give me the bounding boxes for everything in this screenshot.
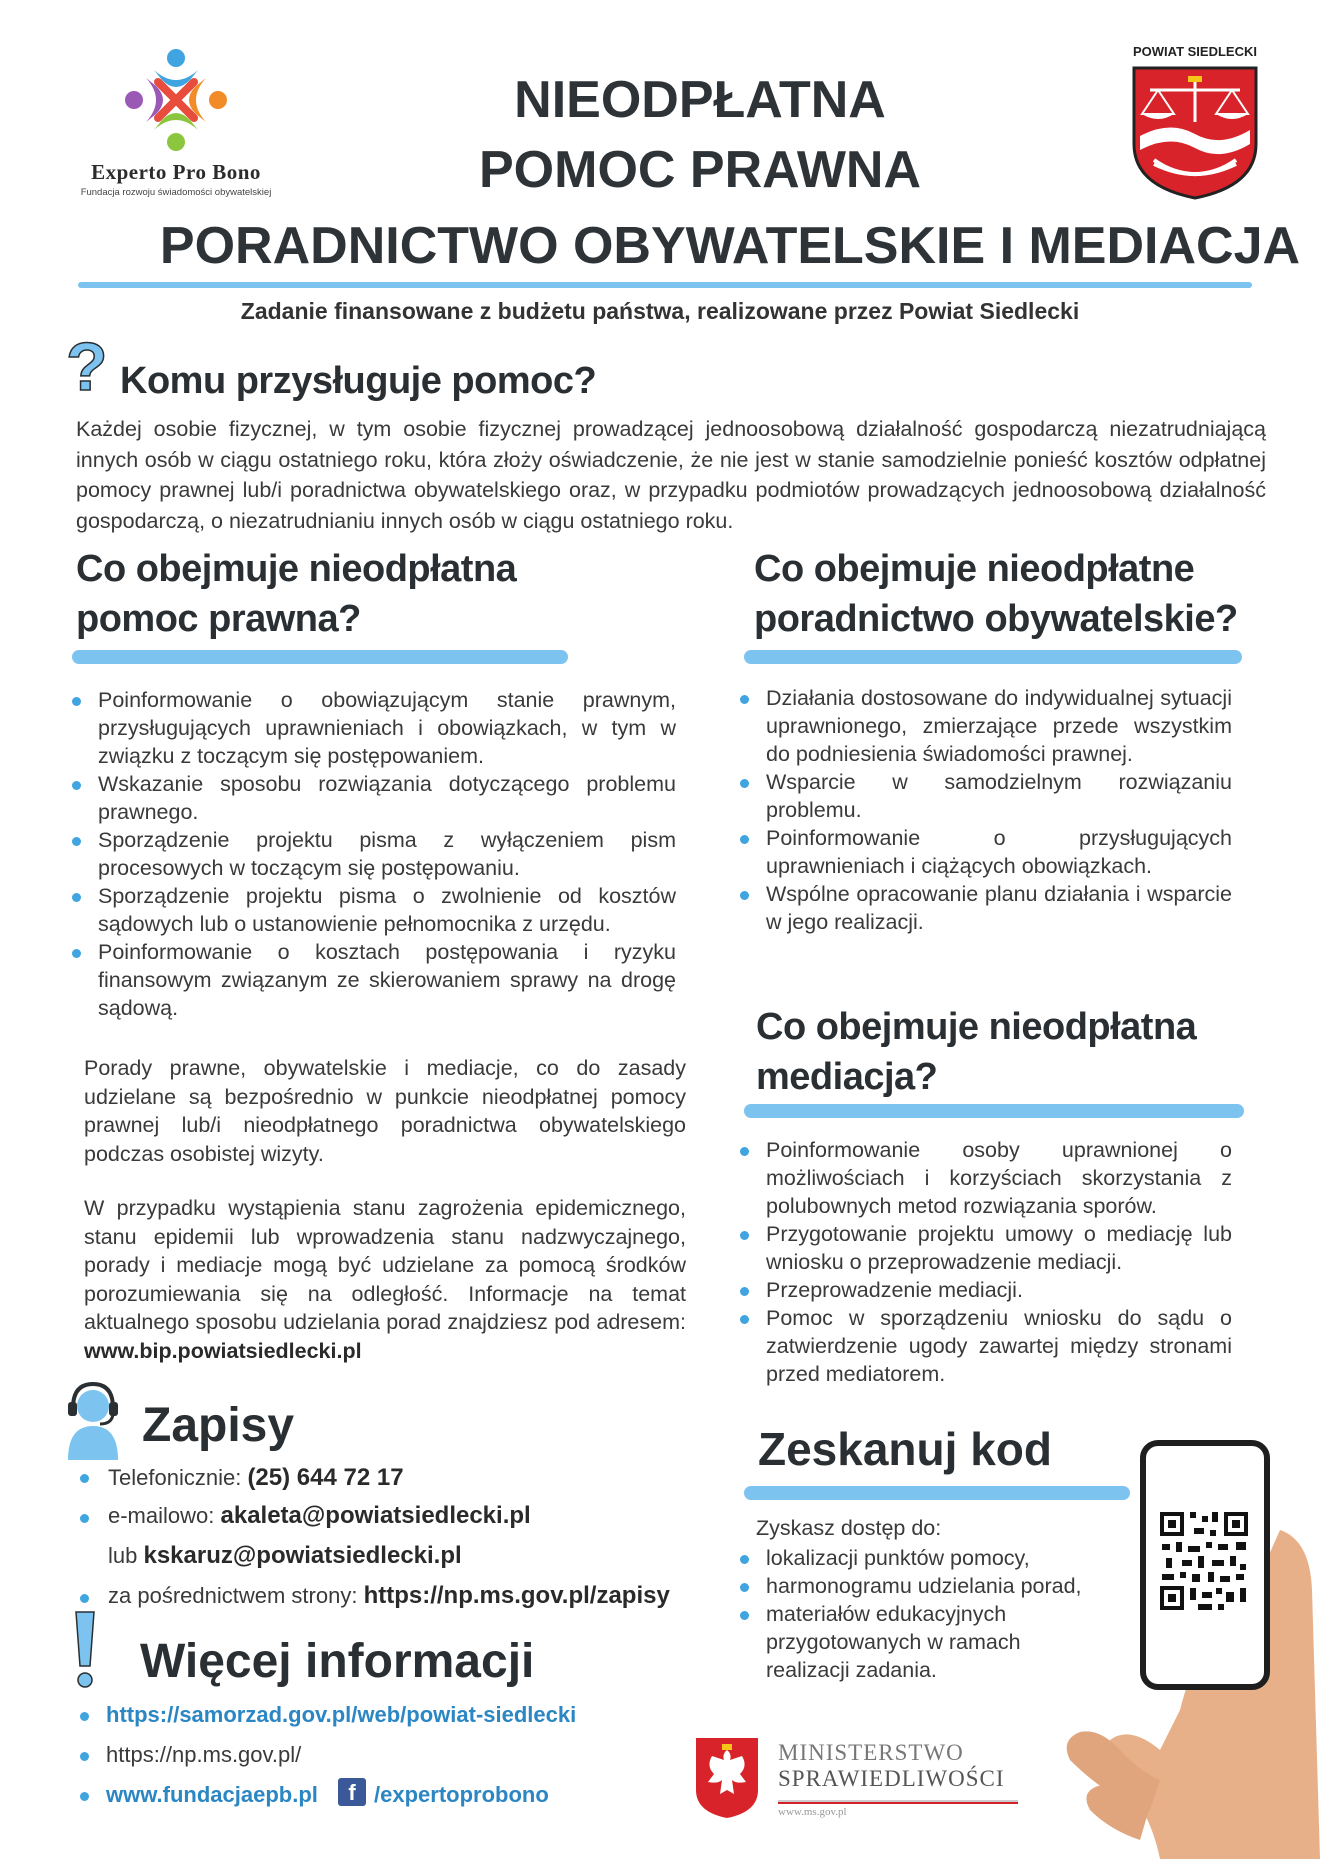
list-item: Sporządzenie projektu pisma z wyłączeniem pism procesowych w toczącym się postępowaniu. (72, 826, 676, 882)
scan-bar (744, 1486, 1130, 1500)
bullet (80, 1474, 89, 1483)
org-name: Experto Pro Bono (91, 160, 261, 184)
signup-heading: Zapisy (142, 1399, 295, 1452)
phone-row: Telefonicznie: (25) 644 72 17 (108, 1464, 404, 1491)
funding-note: Zadanie finansowane z budżetu państwa, realizowane przez Powiat Siedlecki (240, 298, 1080, 324)
bip-link[interactable]: www.bip.powiatsiedlecki.pl (84, 1338, 362, 1363)
list-item: Działania dostosowane do indywidualnej sytuacji uprawnionego, zmierzające przede wszystkim do podniesienia świadomości prawnej. (740, 684, 1232, 768)
facebook-icon: f (338, 1778, 366, 1806)
info-paragraph-2: W przypadku wystąpienia stanu zagrożenia epidemicznego, stanu epidemii lub wprowadzenia stanu nadzwyczajnego, porady i mediacje mogą być udzielane za pomocą środków porozumiewania się na odległość. Informacje na temat aktualnego sposobu udzielania porad znajdziesz pod adresem: www.bip.powiatsiedlecki.pl (84, 1196, 686, 1363)
ministry-logo-text: MINISTERSTWO SPRAWIEDLIWOŚCI www.ms.gov.pl (778, 1740, 1005, 1818)
list-item: lokalizacji punktów pomocy, (740, 1544, 1110, 1572)
civic-bar (744, 650, 1242, 664)
info-paragraph-1: Porady prawne, obywatelskie i mediacje, co do zasady udzielane są bezpośrednio w punkcie nieodpłatnej pomocy prawnej lub/i nieodpłatnego poradnictwa obywatelskiego podczas osobistej wizyty. (84, 1056, 686, 1166)
email-row: e-mailowo: akaleta@powiatsiedlecki.pl (108, 1502, 531, 1529)
np-ms-link[interactable]: https://np.ms.gov.pl/ (106, 1742, 302, 1767)
list-item: Przygotowanie projektu umowy o mediację lub wniosku o przeprowadzenie mediacji. (740, 1220, 1232, 1276)
mediation-heading: Co obejmuje nieodpłatna mediacja? (756, 1006, 1197, 1098)
scan-heading: Zeskanuj kod (758, 1423, 1052, 1475)
svg-text:?: ? (66, 334, 108, 404)
list-item: Wsparcie w samodzielnym rozwiązaniu problemu. (740, 768, 1232, 824)
bullet (80, 1514, 89, 1523)
list-item: Poinformowanie osoby uprawnionej o możliwościach i korzyściach skorzystania z polubownych metod rozwiązania sporów. (740, 1136, 1232, 1220)
title-line-1: NIEODPŁATNA (514, 71, 886, 129)
list-item: Wspólne opracowanie planu działania i wsparcie w jego realizacji. (740, 880, 1232, 936)
list-item: Wskazanie sposobu rozwiązania dotyczącego problemu prawnego. (72, 770, 676, 826)
list-item: Poinformowanie o przysługujących uprawnieniach i ciążących obowiązkach. (740, 824, 1232, 880)
facebook-link[interactable]: /expertoprobono (374, 1782, 549, 1807)
list-item: Przeprowadzenie mediacji. (740, 1276, 1232, 1304)
list-item: Sporządzenie projektu pisma o zwolnienie od kosztów sądowych lub o ustanowienie pełnomocnika z urzędu. (72, 882, 676, 938)
list-item: Poinformowanie o obowiązującym stanie prawnym, przysługujących uprawnieniach i obowiązkach, w tym w związku z toczącym się postępowaniem. (72, 686, 676, 770)
email-link-2[interactable]: kskaruz@powiatsiedlecki.pl (143, 1542, 462, 1569)
samorzad-link[interactable]: https://samorzad.gov.pl/web/powiat-siedlecki (106, 1702, 577, 1727)
who-heading: Komu przysługuje pomoc? (120, 360, 597, 402)
legal-aid-bar (72, 650, 568, 664)
title-line-2: POMOC PRAWNA (479, 141, 921, 199)
ministry-flag-stripe (778, 1800, 1018, 1804)
list-item: Pomoc w sporządzeniu wniosku do sądu o zatwierdzenie ugody zawartej między stronami przed mediatorem. (740, 1304, 1232, 1388)
title-line-3: PORADNICTWO OBYWATELSKIE I MEDIACJA (159, 217, 1301, 275)
more-info-heading: Więcej informacji (140, 1635, 535, 1688)
org-tagline: Fundacja rozwoju świadomości obywatelskiej (80, 187, 272, 198)
mediation-list (740, 1136, 1232, 1388)
legal-aid-list (72, 686, 676, 1022)
header-divider (78, 282, 1252, 288)
bullet (80, 1752, 89, 1761)
legal-aid-heading: Co obejmuje nieodpłatna pomoc prawna? (76, 548, 517, 640)
foundation-link[interactable]: www.fundacjaepb.pl (106, 1782, 318, 1807)
web-signup-row: za pośrednictwem strony: https://np.ms.gov.pl/zapisy (108, 1582, 670, 1609)
email-row-2: lub kskaruz@powiatsiedlecki.pl (108, 1542, 462, 1569)
crest-label: POWIAT SIEDLECKI (1133, 44, 1257, 59)
civic-list (740, 684, 1232, 936)
powiat-crest-icon (1130, 64, 1260, 200)
list-item: harmonogramu udzielania porad, (740, 1572, 1110, 1600)
email-link-1[interactable]: akaleta@powiatsiedlecki.pl (220, 1502, 531, 1529)
question-mark-icon (64, 334, 110, 404)
bullet (80, 1712, 89, 1721)
bullet (80, 1792, 89, 1801)
bullet (80, 1594, 89, 1603)
list-item: Poinformowanie o kosztach postępowania i ryzyku finansowym związanym ze skierowaniem sprawy na drogę sądową. (72, 938, 676, 1022)
polish-eagle-emblem-icon (694, 1736, 760, 1820)
exclamation-icon (70, 1610, 100, 1690)
phone-number[interactable]: (25) 644 72 17 (247, 1464, 404, 1491)
signup-link[interactable]: https://np.ms.gov.pl/zapisy (363, 1582, 670, 1609)
mediation-bar (744, 1104, 1244, 1118)
scan-intro: Zyskasz dostęp do: (756, 1516, 942, 1540)
who-text: Każdej osobie fizycznej, w tym osobie fizycznej prowadzącej jednoosobową działalność gospodarczą niezatrudniającą innych osób w ciągu ostatniego roku, która złoży oświadczenie, że nie jest w stanie samodzielnie ponieść kosztów odpłatnej pomocy prawnej lub/i poradnictwa obywatelskiego oraz, w przypadku podmiotów prowadzących jednoosobową działalność gospodarczą, o niezatrudnianiu innych osób w ciągu ostatniego roku. (76, 417, 1266, 533)
qr-code-icon[interactable] (1158, 1508, 1250, 1614)
civic-heading: Co obejmuje nieodpłatne poradnictwo obywatelskie? (754, 548, 1238, 640)
list-item: materiałów edukacyjnych przygotowanych w ramach realizacji zadania. (740, 1600, 1110, 1684)
headset-icon (62, 1380, 124, 1460)
